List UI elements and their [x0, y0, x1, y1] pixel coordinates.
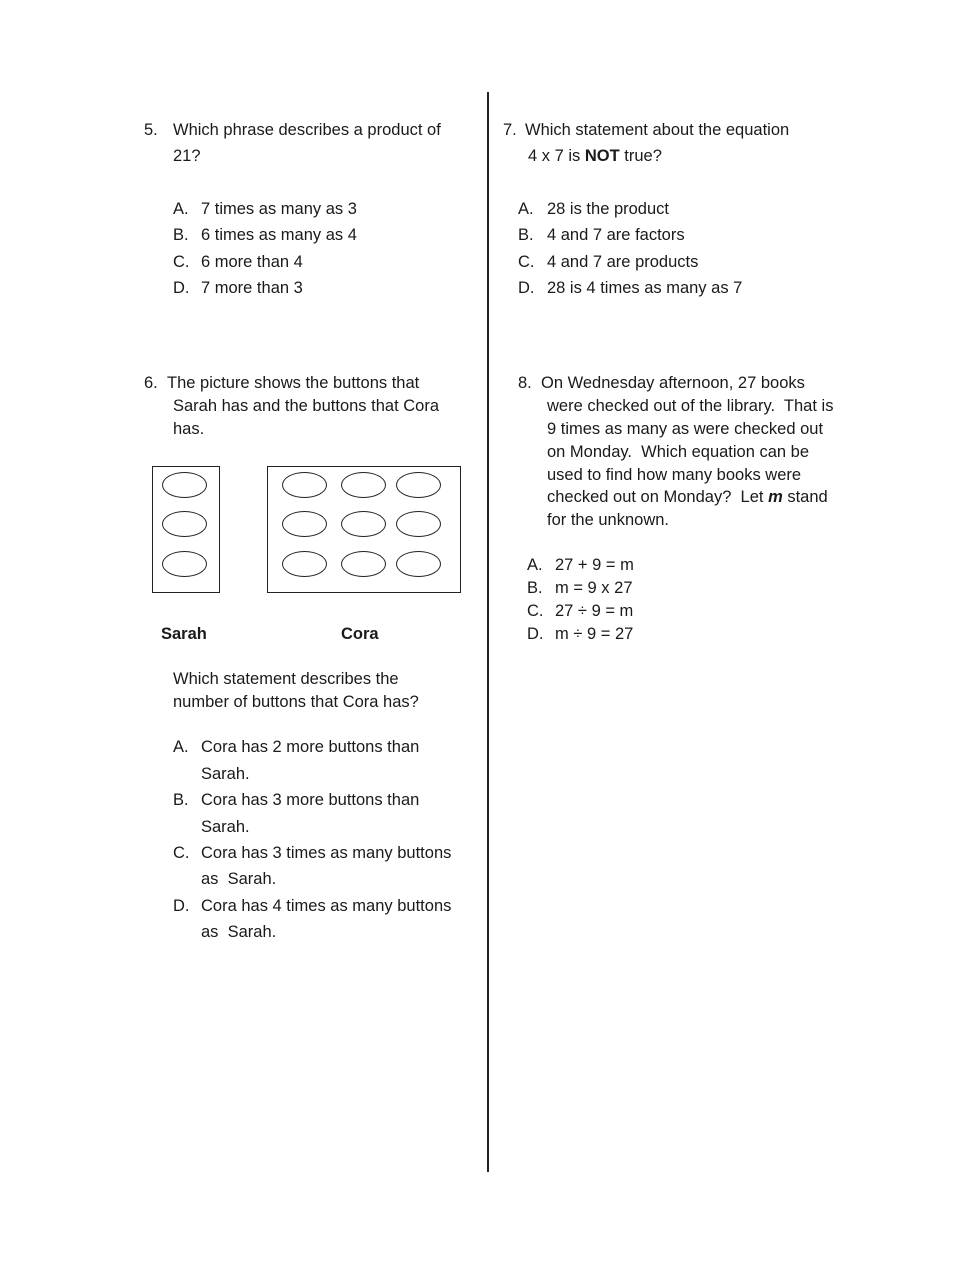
option-letter: C. — [173, 253, 190, 271]
answer-option: 6 more than 4 — [201, 253, 303, 271]
answer-option: Cora has 3 more buttons than — [201, 791, 420, 809]
question-text: 9 times as many as were checked out — [547, 420, 824, 438]
question-text: 21? — [173, 147, 201, 165]
answer-option: Sarah. — [201, 818, 250, 836]
question-text-part: stand — [782, 488, 828, 506]
question-number: 5. — [144, 121, 158, 139]
button-oval — [341, 511, 386, 537]
question-text: The picture shows the buttons that — [167, 374, 420, 392]
answer-option: as Sarah. — [201, 923, 277, 941]
question-text: number of buttons that Cora has? — [173, 693, 419, 711]
question-number: 7. — [503, 121, 517, 139]
question-text: Sarah has and the buttons that Cora — [173, 397, 440, 415]
column-divider — [487, 92, 489, 1172]
option-letter: D. — [173, 279, 190, 297]
button-oval — [341, 472, 386, 498]
option-letter: C. — [173, 844, 190, 862]
answer-option: 27 ÷ 9 = m — [555, 602, 634, 620]
question-text: were checked out of the library. That is — [547, 397, 834, 415]
answer-option: m ÷ 9 = 27 — [555, 625, 634, 643]
button-oval — [162, 472, 207, 498]
answer-option: 6 times as many as 4 — [201, 226, 357, 244]
sarah-label: Sarah — [161, 625, 207, 643]
question-text: for the unknown. — [547, 511, 669, 529]
answer-option: as Sarah. — [201, 870, 277, 888]
answer-option: 7 more than 3 — [201, 279, 303, 297]
button-oval — [162, 511, 207, 537]
question-text: Which statement describes the — [173, 670, 399, 688]
option-letter: B. — [527, 579, 543, 597]
answer-option: 4 and 7 are products — [547, 253, 699, 271]
answer-option: 7 times as many as 3 — [201, 200, 357, 218]
question-text-part: checked out on Monday? Let — [547, 488, 769, 506]
answer-option: 27 + 9 = m — [555, 556, 634, 574]
button-oval — [282, 511, 327, 537]
button-oval — [396, 472, 441, 498]
question-text: On Wednesday afternoon, 27 books — [541, 374, 805, 392]
answer-option: Sarah. — [201, 765, 250, 783]
answer-option: Cora has 4 times as many buttons — [201, 897, 452, 915]
option-letter: D. — [527, 625, 544, 643]
answer-option: m = 9 x 27 — [555, 579, 633, 597]
cora-button-box — [267, 466, 461, 593]
question-text: Which statement about the equation — [525, 121, 790, 139]
option-letter: C. — [518, 253, 535, 271]
question-text: Which phrase describes a product of — [173, 121, 441, 139]
option-letter: A. — [527, 556, 543, 574]
question-text: used to find how many books were — [547, 466, 802, 484]
question-text-part: true? — [619, 147, 662, 165]
question-text: has. — [173, 420, 205, 438]
question-number: 8. — [518, 374, 532, 392]
button-oval — [282, 551, 327, 577]
option-letter: D. — [518, 279, 535, 297]
answer-option: Cora has 3 times as many buttons — [201, 844, 452, 862]
question-text — [547, 489, 828, 506]
option-letter: A. — [173, 738, 189, 756]
button-oval — [341, 551, 386, 577]
option-letter: B. — [173, 226, 189, 244]
answer-option: 28 is 4 times as many as 7 — [547, 279, 743, 297]
option-letter: B. — [173, 791, 189, 809]
answer-option: 4 and 7 are factors — [547, 226, 685, 244]
button-oval — [396, 551, 441, 577]
button-oval — [162, 551, 207, 577]
answer-option: 28 is the product — [547, 200, 669, 218]
option-letter: A. — [173, 200, 189, 218]
emphasis-not: NOT — [584, 147, 620, 165]
button-oval — [282, 472, 327, 498]
option-letter: C. — [527, 602, 544, 620]
button-oval — [396, 511, 441, 537]
question-text-part: 4 x 7 is — [528, 147, 585, 165]
question-text: on Monday. Which equation can be — [547, 443, 810, 461]
option-letter: A. — [518, 200, 534, 218]
sarah-button-box — [152, 466, 220, 593]
question-text — [528, 148, 662, 165]
option-letter: D. — [173, 897, 190, 915]
cora-label: Cora — [341, 625, 379, 643]
option-letter: B. — [518, 226, 534, 244]
question-number: 6. — [144, 374, 158, 392]
answer-option: Cora has 2 more buttons than — [201, 738, 420, 756]
variable-m: m — [768, 488, 783, 506]
